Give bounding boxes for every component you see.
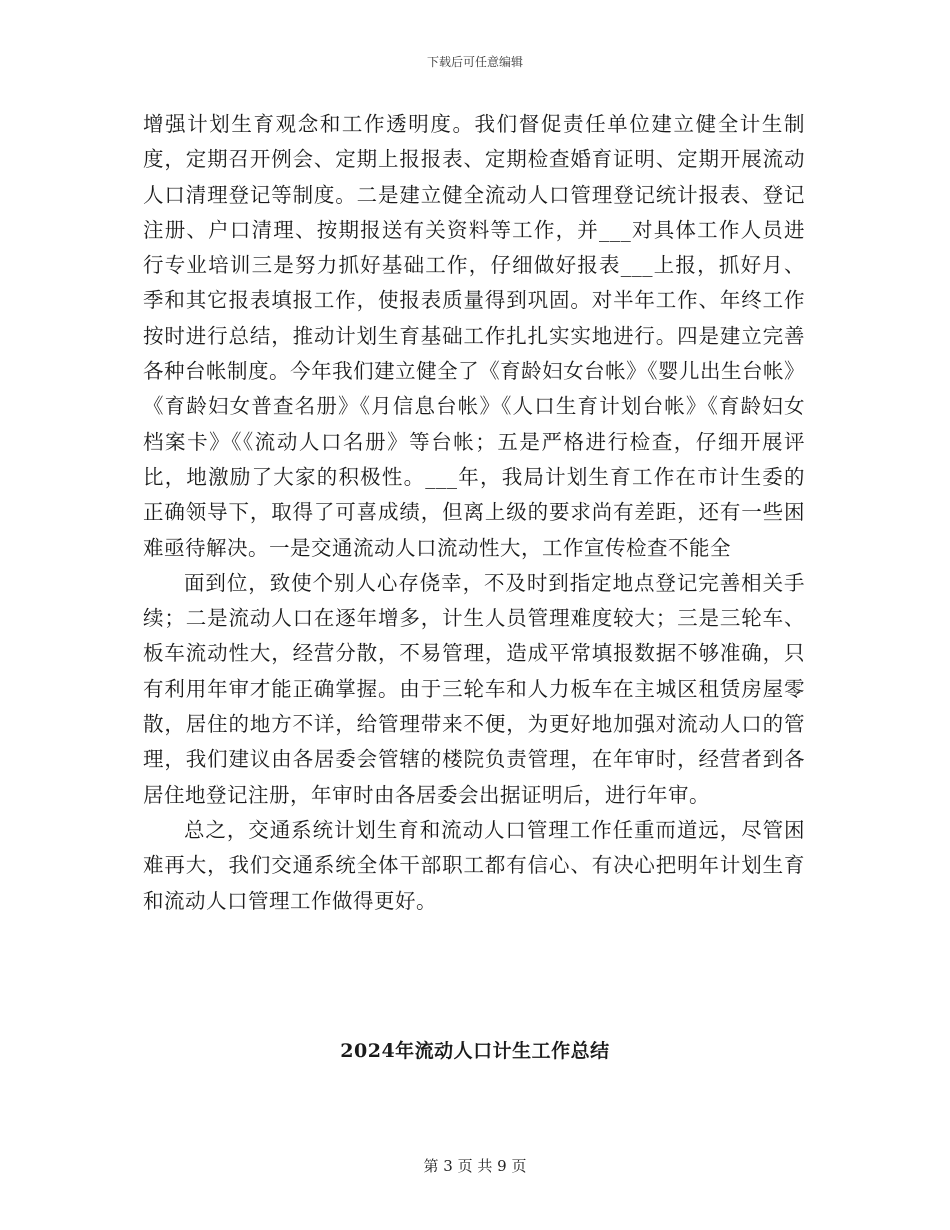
paragraph-1: 增强计划生育观念和工作透明度。我们督促责任单位建立健全计生制度，定期召开例会、定期上报报表、定期检查婚育证明、定期开展流动人口清理登记等制度。二是建立健全流动人口管理登记统计报表、登记注册、户口清理、按期报送有关资料等工作，并___对具体工作人员进行专业培训三是努力抓好基础工作，仔细做好报表___上报，抓好月、季和其它报表填报工作，使报表质量得到巩固。对半年工作、年终工作按时进行总结，推动计划生育基础工作扎扎实实地进行。四是建立完善各种台帐制度。今年我们建立健全了《育龄妇女台帐》《婴儿出生台帐》《育龄妇女普查名册》《月信息台帐》《人口生育计划台帐》《育龄妇女档案卡》《《流动人口名册》等台帐；五是严格进行检查，仔细开展评比，地激励了大家的积极性。___年，我局计划生育工作在市计生委的正确领导下，取得了可喜成绩，但离上级的要求尚有差距，还有一些困难亟待解决。一是交通流动人口流动性大，工作宣传检查不能全 <box>143 112 805 560</box>
paragraph-3: 总之，交通系统计划生育和流动人口管理工作任重而道远，尽管困难再大，我们交通系统全体干部职工都有信心、有决心把明年计划生育和流动人口管理工作做得更好。 <box>143 817 805 913</box>
paragraph-2: 面到位，致使个别人心存侥幸，不及时到指定地点登记完善相关手续；二是流动人口在逐年增多，计生人员管理难度较大；三是三轮车、板车流动性大，经营分散，不易管理，造成平常填报数据不够准确，只有利用年审才能正确掌握。由于三轮车和人力板车在主城区租赁房屋零散，居住的地方不详，给管理带来不便，为更好地加强对流动人口的管理，我们建议由各居委会管辖的楼院负责管理，在年审时，经营者到各居住地登记注册，年审时由各居委会出据证明后，进行年审。 <box>143 570 805 807</box>
document-body <box>143 107 805 919</box>
page-number: 第 3 页 共 9 页 <box>423 1157 527 1175</box>
section-title: 2024年流动人口计生工作总结 <box>340 1040 610 1062</box>
header-note: 下载后可任意编辑 <box>426 55 523 69</box>
